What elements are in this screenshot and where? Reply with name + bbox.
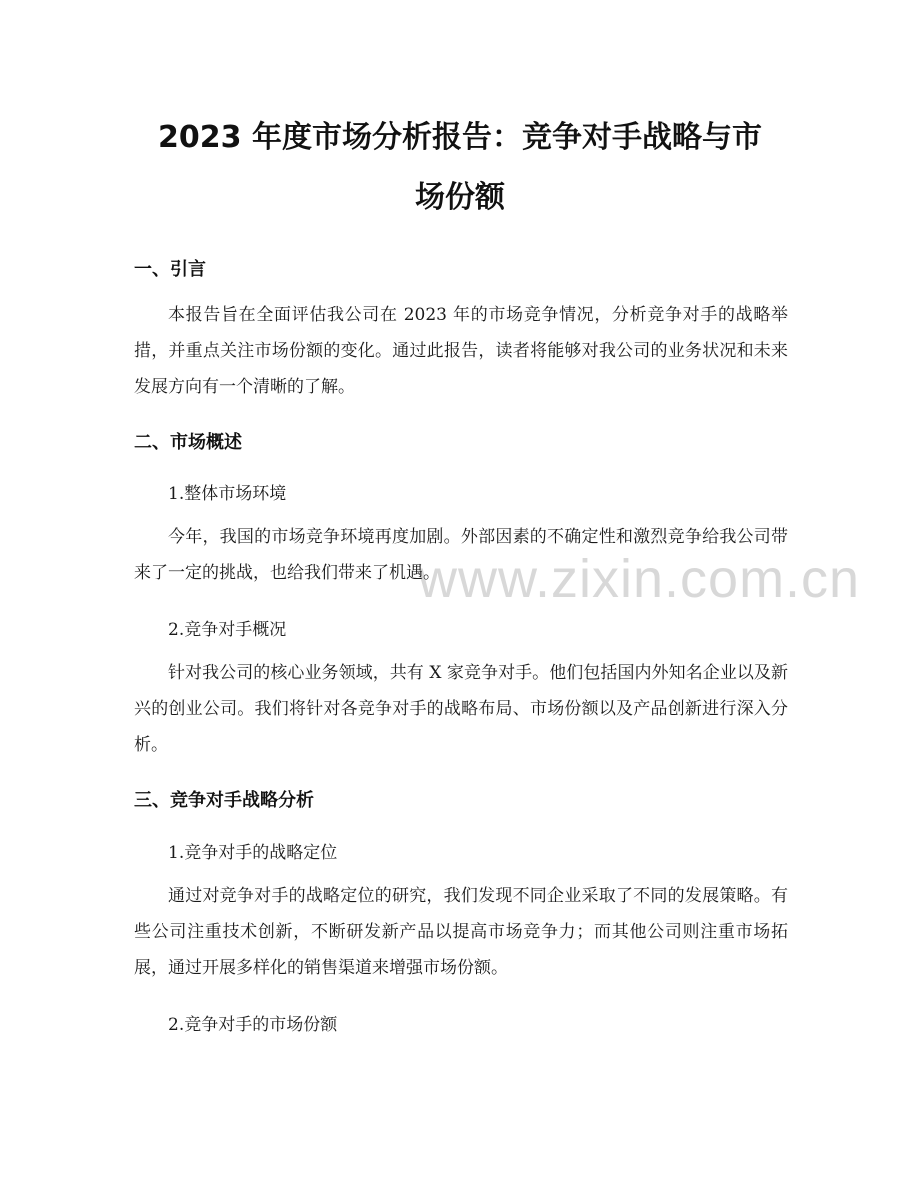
competitor-overview-paragraph: 针对我公司的核心业务领域，共有 X 家竞争对手。他们包括国内外知名企业以及新兴的创业公司。我们将针对各竞争对手的战略布局、市场份额以及产品创新进行深入分析。 (134, 663, 788, 755)
section-heading-market-overview: 二、市场概述 (134, 432, 242, 453)
introduction-paragraph: 本报告旨在全面评估我公司在 2023 年的市场竞争情况，分析竞争对手的战略举措，并重点关注市场份额的变化。通过此报告，读者将能够对我公司的业务状况和未来发展方向有一个清晰的了解。 (134, 305, 788, 397)
overall-market-paragraph: 今年，我国的市场竞争环境再度加剧。外部因素的不确定性和激烈竞争给我公司带来了一定的挑战，也给我们带来了机遇。 (134, 527, 788, 583)
watermark: www.zixin.com.cn (418, 549, 861, 609)
subheading-competitor-market-share: 2.竞争对手的市场份额 (168, 1015, 338, 1035)
strategic-positioning-paragraph: 通过对竞争对手的战略定位的研究，我们发现不同企业采取了不同的发展策略。有些公司注重技术创新，不断研发新产品以提高市场竞争力；而其他公司则注重市场拓展，通过开展多样化的销售渠道来增强市场份额。 (134, 886, 788, 978)
document-title-line-1: 2023 年度市场分析报告：竞争对手战略与市 (158, 120, 762, 155)
subheading-competitor-overview: 2.竞争对手概况 (168, 620, 287, 640)
subheading-overall-market: 1.整体市场环境 (168, 484, 287, 504)
document-title-line-2: 场份额 (415, 180, 505, 215)
section-heading-introduction: 一、引言 (134, 259, 206, 280)
subheading-strategic-positioning: 1.竞争对手的战略定位 (168, 843, 338, 863)
section-heading-competitor-strategy: 三、竞争对手战略分析 (134, 790, 314, 811)
